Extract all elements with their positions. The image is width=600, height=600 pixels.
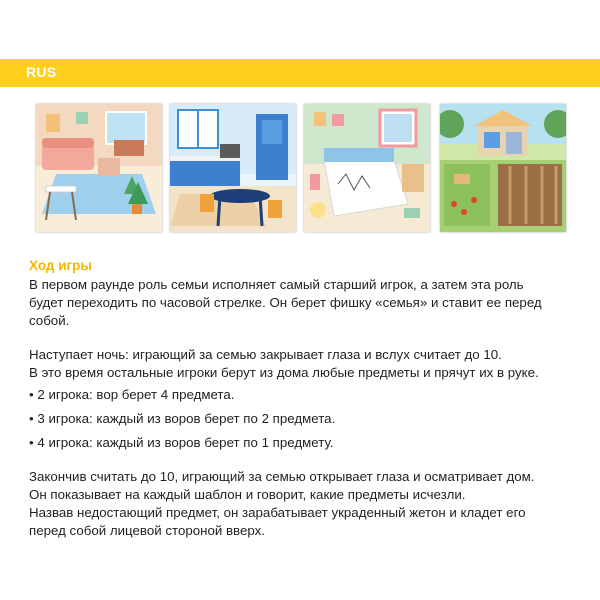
garden-illustration [440, 104, 566, 232]
room-illustrations [36, 104, 566, 232]
bullet-three-players: • 3 игрока: каждый из воров берет по 2 предмета. [29, 411, 336, 426]
bullet-two-players: • 2 игрока: вор берет 4 предмета. [29, 387, 235, 402]
language-code: RUS [26, 64, 57, 80]
paragraph-3-line-4: перед собой лицевой стороной вверх. [29, 523, 265, 538]
paragraph-2-line-2: В это время остальные игроки берут из дома любые предметы и прячут их в руке. [29, 365, 539, 380]
language-bar [0, 59, 600, 87]
paragraph-3-line-2: Он показывает на каждый шаблон и говорит, какие предметы исчезли. [29, 487, 466, 502]
paragraph-1-line-1: В первом раунде роль семьи исполняет самый старший игрок, а затем эта роль [29, 277, 524, 292]
paragraph-1-line-2: будет переходить по часовой стрелке. Он берет фишку «семья» и ставит ее перед [29, 295, 542, 310]
paragraph-1-line-3: собой. [29, 313, 70, 328]
paragraph-3-line-1: Закончив считать до 10, играющий за семью открывает глаза и осматривает дом. [29, 469, 535, 484]
paragraph-2-line-1: Наступает ночь: играющий за семью закрывает глаза и вслух считает до 10. [29, 347, 502, 362]
bedroom-illustration [304, 104, 430, 232]
section-heading: Ход игры [29, 258, 92, 273]
paragraph-3-line-3: Назвав недостающий предмет, он зарабатывает украденный жетон и кладет его [29, 505, 526, 520]
living-room-illustration [36, 104, 162, 232]
kitchen-illustration [170, 104, 296, 232]
bullet-four-players: • 4 игрока: каждый из воров берет по 1 предмету. [29, 435, 334, 450]
